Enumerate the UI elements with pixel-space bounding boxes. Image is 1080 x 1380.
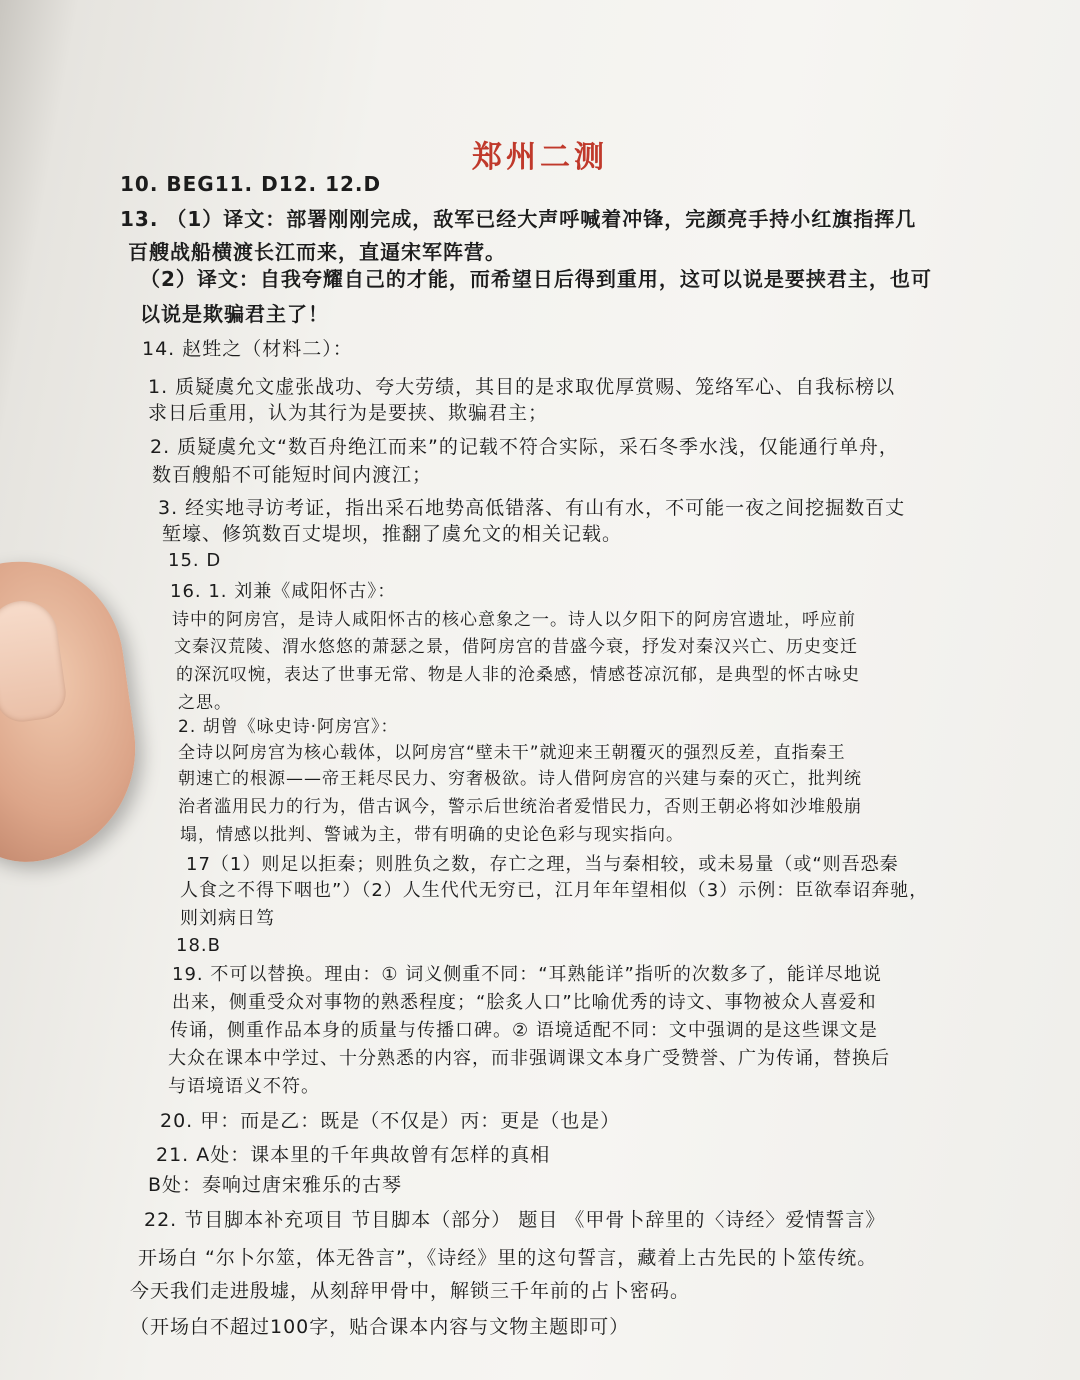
text-line: 百艘战船横渡长江而来，直逼宋军阵营。 <box>128 240 506 264</box>
text-line: 17（1）则足以拒秦；则胜负之数，存亡之理，当与秦相较，或未易量（或“则吾恐秦 <box>186 854 899 875</box>
text-line: 以说是欺骗君主了！ <box>140 302 329 326</box>
text-line: 求日后重用，认为其行为是要挟、欺骗君主； <box>148 402 549 424</box>
text-line: B处：奏响过唐宋雅乐的古琴 <box>148 1174 403 1196</box>
text-line: 15. D <box>168 550 222 571</box>
text-line: 13. （1）译文：部署刚刚完成，敌军已经大声呼喊着冲锋，完颜亮手持小红旗指挥几 <box>120 207 917 231</box>
text-line: 的深沉叹惋，表达了世事无常、物是人非的沧桑感，情感苍凉沉郁，是典型的怀古咏史 <box>176 665 860 685</box>
text-line: 22. 节目脚本补充项目 节目脚本（部分） 题目 《甲骨卜辞里的〈诗经〉爱情誓言》 <box>144 1209 886 1231</box>
text-line: 18.B <box>176 935 221 956</box>
text-line: 开场白 “尔卜尔筮，体无咎言”，《诗经》里的这句誓言，藏着上古先民的卜筮传统。 <box>138 1247 878 1269</box>
text-line: （开场白不超过100字，贴合课本内容与文物主题即可） <box>130 1316 630 1338</box>
text-line: 朝速亡的根源——帝王耗尽民力、穷奢极欲。诗人借阿房宫的兴建与秦的灭亡，批判统 <box>178 769 862 789</box>
text-line: 堑壕、修筑数百丈堤坝，推翻了虞允文的相关记载。 <box>162 523 623 545</box>
text-line: 人食之不得下咽也”）（2）人生代代无穷已，江月年年望相似（3）示例：臣欲奉诏奔驰， <box>180 880 929 901</box>
text-line: 19. 不可以替换。理由：① 词义侧重不同：“耳熟能详”指听的次数多了，能详尽地说 <box>172 964 882 985</box>
text-line: 之思。 <box>178 693 232 713</box>
text-line: 全诗以阿房宫为核心载体，以阿房宫“壁未干”就迎来王朝覆灭的强烈反差，直指秦王 <box>178 743 846 763</box>
text-line: 与语境语义不符。 <box>168 1076 320 1097</box>
text-line: 2. 胡曾《咏史诗·阿房宫》： <box>178 717 399 737</box>
text-line: 21. A处：课本里的千年典故曾有怎样的真相 <box>156 1144 551 1166</box>
text-line: 塌，情感以批判、警诫为主，带有明确的史论色彩与现实指向。 <box>180 825 684 845</box>
text-line: 传诵，侧重作品本身的质量与传播口碑。② 语境适配不同：文中强调的是这些课文是 <box>170 1020 878 1041</box>
text-line: 治者滥用民力的行为，借古讽今，警示后世统治者爱惜民力，否则王朝必将如沙堆般崩 <box>178 797 862 817</box>
text-line: 2. 质疑虞允文“数百舟绝江而来”的记载不符合实际，采石冬季水浅，仅能通行单舟， <box>150 436 899 458</box>
text-line: 14. 赵甡之（材料二）： <box>142 338 353 360</box>
text-line: 则刘病日笃 <box>180 908 275 929</box>
text-line: （2）译文：自我夸耀自己的才能，而希望日后得到重用，这可以说是要挟君主，也可 <box>140 267 932 291</box>
text-line: 今天我们走进殷墟，从刻辞甲骨中，解锁三千年前的占卜密码。 <box>130 1280 691 1302</box>
text-line: 10. BEG11. D12. 12.D <box>120 172 382 196</box>
text-line: 文秦汉荒陵、渭水悠悠的萧瑟之景，借阿房宫的昔盛今衰，抒发对秦汉兴亡、历史变迁 <box>174 637 858 657</box>
text-line: 数百艘船不可能短时间内渡江； <box>152 464 433 486</box>
text-line: 大众在课本中学过、十分熟悉的内容，而非强调课文本身广受赞誉、广为传诵，替换后 <box>168 1048 890 1069</box>
text-line: 诗中的阿房宫，是诗人咸阳怀古的核心意象之一。诗人以夕阳下的阿房宫遗址，呼应前 <box>172 610 856 630</box>
text-line: 1. 质疑虞允文虚张战功、夸大劳绩，其目的是求取优厚赏赐、笼络军心、自我标榜以 <box>148 376 896 398</box>
text-line: 16. 1. 刘兼《咸阳怀古》： <box>170 581 397 602</box>
text-line: 3. 经实地寻访考证，指出采石地势高低错落、有山有水，不可能一夜之间挖掘数百丈 <box>158 497 906 519</box>
page-title: 郑州二测 <box>472 140 608 176</box>
thumbnail <box>0 596 69 725</box>
text-line: 20. 甲：而是乙：既是（不仅是）丙：更是（也是） <box>160 1110 621 1132</box>
text-line: 出来，侧重受众对事物的熟悉程度；“脍炙人口”比喻优秀的诗文、事物被众人喜爱和 <box>172 992 877 1013</box>
